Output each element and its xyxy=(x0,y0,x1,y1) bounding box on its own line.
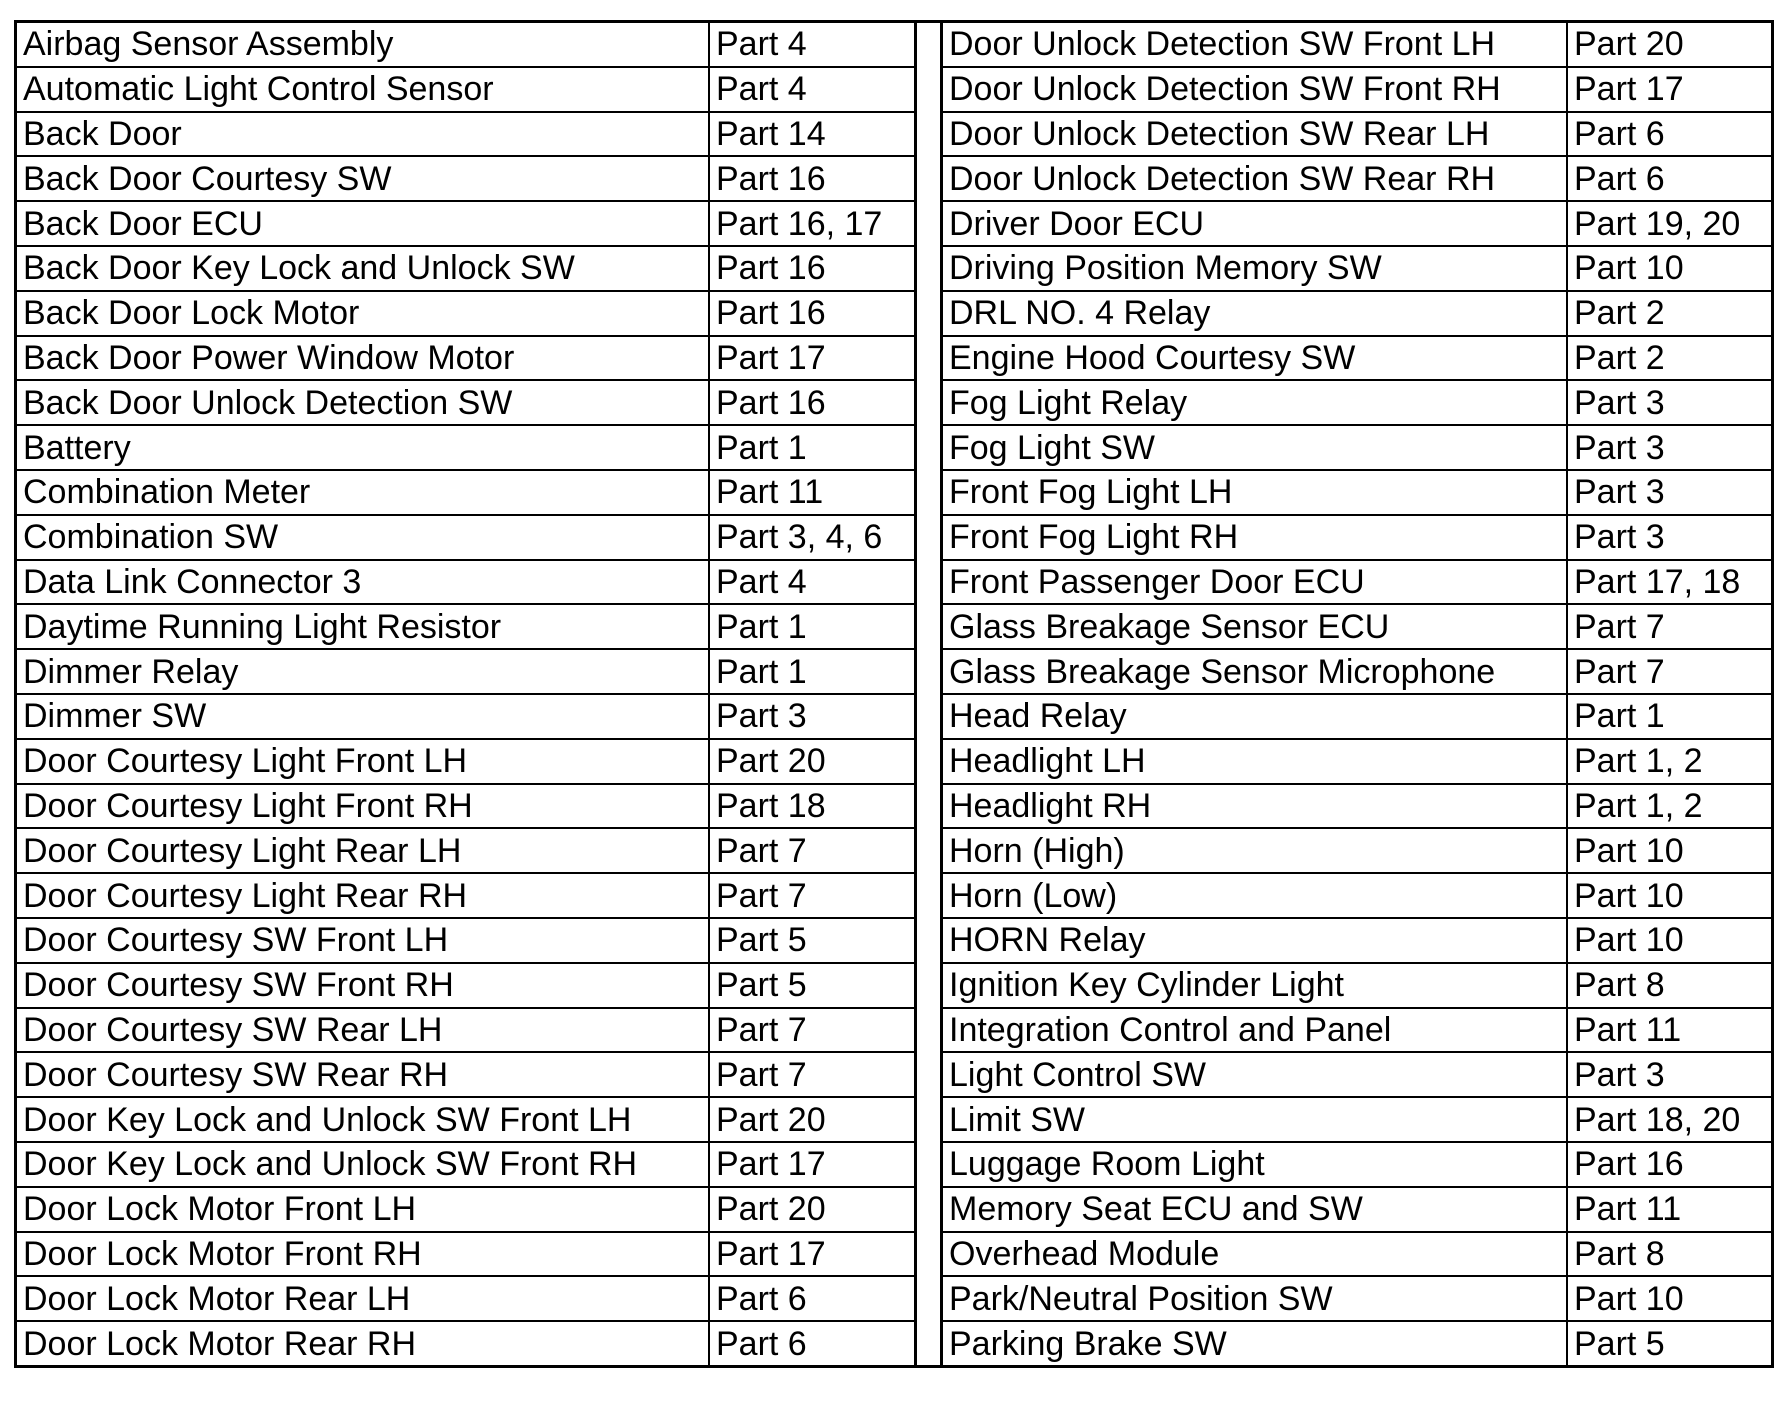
part-reference-cell: Part 6 xyxy=(716,1324,807,1363)
table-row xyxy=(17,1143,914,1188)
table-row xyxy=(17,1233,914,1278)
part-reference-cell: Part 1 xyxy=(716,607,807,646)
part-reference-cell: Part 8 xyxy=(1574,966,1665,1005)
table-row xyxy=(943,1143,1771,1188)
part-reference-cell: Part 6 xyxy=(1574,159,1665,198)
component-name-cell: Battery xyxy=(17,426,710,469)
part-reference-cell: Part 16 xyxy=(716,383,826,422)
part-reference-cell: Part 10 xyxy=(1574,921,1684,960)
part-reference-cell: Part 1, 2 xyxy=(1574,742,1703,781)
part-reference-cell: Part 5 xyxy=(716,921,807,960)
part-reference-cell: Part 6 xyxy=(1574,114,1665,153)
component-name-cell: Memory Seat ECU and SW xyxy=(943,1188,1568,1231)
component-name-cell: Automatic Light Control Sensor xyxy=(17,68,710,111)
component-name-cell: Dimmer SW xyxy=(17,695,710,738)
component-name-cell: Driver Door ECU xyxy=(943,202,1568,245)
part-reference-cell: Part 20 xyxy=(716,1190,826,1229)
part-reference-cell: Part 16 xyxy=(716,159,826,198)
component-name-cell: Door Courtesy Light Front LH xyxy=(17,740,710,783)
component-name-cell: Luggage Room Light xyxy=(943,1143,1568,1186)
part-reference-cell: Part 5 xyxy=(716,966,807,1005)
component-name-cell: Parking Brake SW xyxy=(943,1322,1568,1365)
table-row xyxy=(943,740,1771,785)
part-reference-cell: Part 20 xyxy=(716,1100,826,1139)
table-row xyxy=(17,247,914,292)
component-name-cell: Combination SW xyxy=(17,516,710,559)
component-name-cell: Door Courtesy Light Rear RH xyxy=(17,874,710,917)
component-name-cell: Ignition Key Cylinder Light xyxy=(943,964,1568,1007)
part-reference-cell: Part 10 xyxy=(1574,876,1684,915)
component-name-cell: Door Lock Motor Front LH xyxy=(17,1188,710,1231)
table-row xyxy=(17,157,914,202)
part-reference-cell: Part 4 xyxy=(716,562,807,601)
part-reference-cell: Part 7 xyxy=(716,876,807,915)
table-row xyxy=(943,919,1771,964)
table-row xyxy=(943,650,1771,695)
table-row xyxy=(17,202,914,247)
part-reference-cell: Part 2 xyxy=(1574,294,1665,333)
component-name-cell: Airbag Sensor Assembly xyxy=(17,23,710,66)
table-row xyxy=(943,68,1771,113)
component-name-cell: Front Passenger Door ECU xyxy=(943,561,1568,604)
table-row xyxy=(943,202,1771,247)
component-name-cell: Integration Control and Panel xyxy=(943,1009,1568,1052)
table-row xyxy=(17,740,914,785)
component-name-cell: Door Courtesy SW Rear RH xyxy=(17,1053,710,1096)
table-row xyxy=(943,247,1771,292)
component-name-cell: Door Unlock Detection SW Rear RH xyxy=(943,157,1568,200)
part-reference-cell: Part 17 xyxy=(716,1234,826,1273)
component-name-cell: Door Courtesy Light Front RH xyxy=(17,785,710,828)
component-name-cell: Back Door ECU xyxy=(17,202,710,245)
table-row xyxy=(17,23,914,68)
table-row xyxy=(943,426,1771,471)
part-reference-cell: Part 11 xyxy=(1574,1010,1682,1049)
part-reference-cell: Part 7 xyxy=(1574,652,1665,691)
component-name-cell: Dimmer Relay xyxy=(17,650,710,693)
part-reference-cell: Part 17, 18 xyxy=(1574,562,1741,601)
table-row xyxy=(943,605,1771,650)
table-row xyxy=(17,785,914,830)
part-reference-cell: Part 11 xyxy=(716,473,824,512)
component-name-cell: Door Key Lock and Unlock SW Front RH xyxy=(17,1143,710,1186)
component-name-cell: Headlight LH xyxy=(943,740,1568,783)
table-row xyxy=(943,381,1771,426)
part-reference-cell: Part 10 xyxy=(1574,831,1684,870)
table-row xyxy=(943,113,1771,158)
table-row xyxy=(17,471,914,516)
left-column xyxy=(17,23,917,1365)
part-reference-cell: Part 5 xyxy=(1574,1324,1665,1363)
component-name-cell: Limit SW xyxy=(943,1098,1568,1141)
part-reference-cell: Part 2 xyxy=(1574,338,1665,377)
table-row xyxy=(17,381,914,426)
table-row xyxy=(17,561,914,606)
table-row xyxy=(943,516,1771,561)
part-reference-cell: Part 3 xyxy=(1574,518,1665,557)
component-name-cell: Driving Position Memory SW xyxy=(943,247,1568,290)
component-name-cell: Back Door Courtesy SW xyxy=(17,157,710,200)
table-row xyxy=(17,650,914,695)
part-reference-cell: Part 17 xyxy=(1574,70,1684,109)
table-row xyxy=(17,1188,914,1233)
component-name-cell: Light Control SW xyxy=(943,1053,1568,1096)
part-reference-cell: Part 6 xyxy=(716,1279,807,1318)
table-row xyxy=(17,516,914,561)
component-name-cell: Headlight RH xyxy=(943,785,1568,828)
component-name-cell: Fog Light SW xyxy=(943,426,1568,469)
table-row xyxy=(943,1277,1771,1322)
right-column xyxy=(943,23,1771,1365)
part-reference-cell: Part 18 xyxy=(716,786,826,825)
column-divider xyxy=(917,23,943,1365)
component-name-cell: Back Door Key Lock and Unlock SW xyxy=(17,247,710,290)
component-name-cell: Engine Hood Courtesy SW xyxy=(943,337,1568,380)
part-reference-cell: Part 7 xyxy=(716,1010,807,1049)
part-reference-cell: Part 7 xyxy=(716,1055,807,1094)
part-reference-cell: Part 17 xyxy=(716,338,826,377)
part-reference-cell: Part 14 xyxy=(716,114,826,153)
component-name-cell: Overhead Module xyxy=(943,1233,1568,1276)
part-reference-cell: Part 1 xyxy=(716,428,807,467)
table-row xyxy=(943,1322,1771,1365)
part-reference-cell: Part 10 xyxy=(1574,1279,1684,1318)
table-row xyxy=(943,23,1771,68)
table-row xyxy=(943,1053,1771,1098)
component-name-cell: Door Courtesy SW Front RH xyxy=(17,964,710,1007)
component-name-cell: Data Link Connector 3 xyxy=(17,561,710,604)
table-row xyxy=(17,292,914,337)
component-name-cell: Back Door xyxy=(17,113,710,156)
part-reference-cell: Part 8 xyxy=(1574,1234,1665,1273)
table-row xyxy=(17,337,914,382)
part-reference-cell: Part 18, 20 xyxy=(1574,1100,1741,1139)
part-reference-cell: Part 16 xyxy=(716,294,826,333)
table-row xyxy=(943,471,1771,516)
table-row xyxy=(943,829,1771,874)
part-reference-cell: Part 16, 17 xyxy=(716,204,883,243)
table-row xyxy=(943,157,1771,202)
table-row xyxy=(17,695,914,740)
component-name-cell: Front Fog Light RH xyxy=(943,516,1568,559)
table-row xyxy=(943,695,1771,740)
table-row xyxy=(943,874,1771,919)
component-name-cell: Daytime Running Light Resistor xyxy=(17,605,710,648)
table-row xyxy=(17,1322,914,1365)
table-row xyxy=(17,1009,914,1054)
part-reference-cell: Part 3 xyxy=(1574,473,1665,512)
part-reference-cell: Part 17 xyxy=(716,1145,826,1184)
table-row xyxy=(17,964,914,1009)
part-reference-cell: Part 3, 4, 6 xyxy=(716,518,883,557)
part-reference-cell: Part 20 xyxy=(716,742,826,781)
component-name-cell: Door Unlock Detection SW Front RH xyxy=(943,68,1568,111)
part-reference-cell: Part 19, 20 xyxy=(1574,204,1741,243)
table-row xyxy=(943,292,1771,337)
table-row xyxy=(943,1009,1771,1054)
component-name-cell: Back Door Lock Motor xyxy=(17,292,710,335)
component-name-cell: DRL NO. 4 Relay xyxy=(943,292,1568,335)
table-row xyxy=(17,113,914,158)
table-row xyxy=(17,1053,914,1098)
table-row xyxy=(943,561,1771,606)
part-reference-cell: Part 3 xyxy=(1574,428,1665,467)
component-name-cell: Front Fog Light LH xyxy=(943,471,1568,514)
table-row xyxy=(943,785,1771,830)
component-name-cell: HORN Relay xyxy=(943,919,1568,962)
table-row xyxy=(943,1233,1771,1278)
part-reference-cell: Part 4 xyxy=(716,70,807,109)
component-name-cell: Door Unlock Detection SW Front LH xyxy=(943,23,1568,66)
component-name-cell: Door Unlock Detection SW Rear LH xyxy=(943,113,1568,156)
component-name-cell: Door Lock Motor Front RH xyxy=(17,1233,710,1276)
part-reference-cell: Part 3 xyxy=(1574,383,1665,422)
part-reference-cell: Part 1 xyxy=(716,652,807,691)
component-name-cell: Glass Breakage Sensor Microphone xyxy=(943,650,1568,693)
component-name-cell: Door Lock Motor Rear LH xyxy=(17,1277,710,1320)
part-reference-cell: Part 20 xyxy=(1574,25,1684,64)
table-row xyxy=(943,337,1771,382)
table-row xyxy=(17,605,914,650)
table-row xyxy=(943,1098,1771,1143)
part-reference-cell: Part 10 xyxy=(1574,249,1684,288)
component-name-cell: Door Courtesy SW Front LH xyxy=(17,919,710,962)
part-reference-cell: Part 11 xyxy=(1574,1190,1682,1229)
part-reference-cell: Part 16 xyxy=(716,249,826,288)
part-reference-cell: Part 3 xyxy=(1574,1055,1665,1094)
component-index-table xyxy=(14,20,1774,1368)
component-name-cell: Back Door Power Window Motor xyxy=(17,337,710,380)
component-name-cell: Horn (Low) xyxy=(943,874,1568,917)
table-row xyxy=(943,964,1771,1009)
component-name-cell: Door Key Lock and Unlock SW Front LH xyxy=(17,1098,710,1141)
table-row xyxy=(17,426,914,471)
part-reference-cell: Part 1, 2 xyxy=(1574,786,1703,825)
component-name-cell: Park/Neutral Position SW xyxy=(943,1277,1568,1320)
component-name-cell: Back Door Unlock Detection SW xyxy=(17,381,710,424)
part-reference-cell: Part 7 xyxy=(1574,607,1665,646)
table-row xyxy=(943,1188,1771,1233)
table-row xyxy=(17,1098,914,1143)
part-reference-cell: Part 3 xyxy=(716,697,807,736)
component-name-cell: Head Relay xyxy=(943,695,1568,738)
part-reference-cell: Part 16 xyxy=(1574,1145,1684,1184)
component-name-cell: Combination Meter xyxy=(17,471,710,514)
component-name-cell: Horn (High) xyxy=(943,829,1568,872)
component-name-cell: Door Lock Motor Rear RH xyxy=(17,1322,710,1365)
component-name-cell: Fog Light Relay xyxy=(943,381,1568,424)
table-row xyxy=(17,874,914,919)
part-reference-cell: Part 4 xyxy=(716,25,807,64)
table-row xyxy=(17,68,914,113)
part-reference-cell: Part 1 xyxy=(1574,697,1665,736)
component-name-cell: Door Courtesy Light Rear LH xyxy=(17,829,710,872)
part-reference-cell: Part 7 xyxy=(716,831,807,870)
component-name-cell: Glass Breakage Sensor ECU xyxy=(943,605,1568,648)
component-name-cell: Door Courtesy SW Rear LH xyxy=(17,1009,710,1052)
table-row xyxy=(17,829,914,874)
table-row xyxy=(17,1277,914,1322)
table-row xyxy=(17,919,914,964)
